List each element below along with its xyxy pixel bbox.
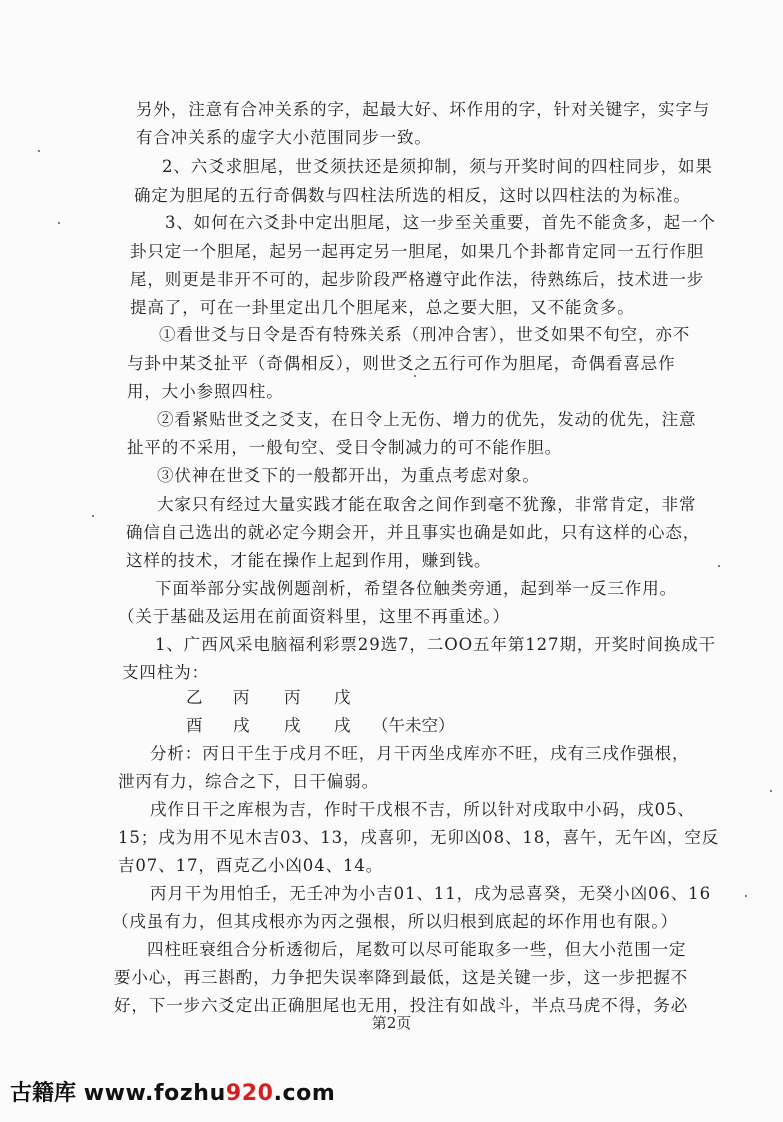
pillar-branch: 戌 xyxy=(233,716,250,735)
site-url-prefix: www.fozhu xyxy=(83,1081,226,1106)
brand-name: 古籍库 xyxy=(10,1081,77,1106)
text-line: 泄丙有力，综合之下，日干偏弱。 xyxy=(118,772,379,791)
text-line: 与卦中某爻扯平（奇偶相反），则世爻之五行可作为胆尾，奇偶看喜忌作 xyxy=(127,354,676,373)
text-line: 要小心，再三斟酌，力争把失误率降到最低，这是关键一步，这一步把握不 xyxy=(114,968,689,987)
text-line: 扯平的不采用，一般旬空、受日令制减力的可不能作胆。 xyxy=(127,438,562,457)
text-line: 戌作日干之库根为吉，作时干戊根不吉，所以针对戌取中小码，戌05、 xyxy=(150,800,695,819)
site-url[interactable] xyxy=(84,1081,336,1106)
pillar-note: （午未空） xyxy=(372,716,455,735)
text-line: 提高了，可在一卦里定出几个胆尾来，总之要大胆，又不能贪多。 xyxy=(130,298,635,317)
text-line: 丙月干为用怕壬，无壬冲为小吉01、11，戌为忌喜癸，无癸小凶06、16 xyxy=(150,884,711,903)
scan-speck xyxy=(58,222,60,224)
scan-speck xyxy=(718,565,720,567)
text-line: ①看世爻与日令是否有特殊关系（刑冲合害），世爻如果不旬空，亦不 xyxy=(159,325,691,344)
pillar-branch: 酉 xyxy=(186,716,203,735)
text-line: 3、如何在六爻卦中定出胆尾，这一步至关重要，首先不能贪多，起一个 xyxy=(165,213,716,232)
text-line: 分析：丙日干生于戌月不旺，月干丙坐戌库亦不旺，戌有三戌作强根， xyxy=(150,744,690,763)
site-url-accent: 920 xyxy=(225,1081,274,1106)
scan-speck xyxy=(38,150,40,152)
text-line: 这样的技术，才能在操作上起到作用，赚到钱。 xyxy=(126,551,492,570)
text-line: 确信自己选出的就必定今期会开，并且事实也确是如此，只有这样的心态， xyxy=(126,523,701,542)
pillar-branch: 戌 xyxy=(334,716,351,735)
text-line: 另外，注意有合冲关系的字，起最大好、坏作用的字，针对关键字，实字与 xyxy=(136,100,711,119)
footer-brand xyxy=(10,1076,335,1107)
pillar-branch: 戌 xyxy=(284,716,301,735)
text-line: 2、六爻求胆尾，世爻须扶还是须抑制，须与开奖时间的四柱同步，如果 xyxy=(162,157,713,176)
pillar-stem: 丙 xyxy=(233,688,250,707)
scan-speck xyxy=(770,790,772,792)
text-line: 下面举部分实战例题剖析，希望各位触类旁通，起到举一反三作用。 xyxy=(155,579,677,598)
pillar-stem: 丙 xyxy=(284,688,301,707)
text-line: 支四柱为： xyxy=(122,663,209,682)
site-url-suffix: .com xyxy=(273,1081,336,1106)
text-line: 用，大小参照四柱。 xyxy=(127,382,284,401)
text-line: 吉07、17，酉克乙小凶04、14。 xyxy=(118,856,384,875)
text-line: 卦只定一个胆尾，起另一起再定另一胆尾，如果几个卦都肯定同一五行作胆 xyxy=(130,242,705,261)
scan-speck xyxy=(414,375,416,377)
text-line: 好，下一步六爻定出正确胆尾也无用，投注有如战斗，半点马虎不得，务必 xyxy=(114,996,689,1015)
scan-speck xyxy=(92,515,94,517)
text-line: 大家只有经过大量实践才能在取舍之间作到毫不犹豫，非常肯定，非常 xyxy=(157,495,697,514)
text-line: ②看紧贴世爻之爻支，在日令上无伤、增力的优先，发动的优先，注意 xyxy=(157,410,697,429)
text-line: ③伏神在世爻下的一般都开出，为重点考虑对象。 xyxy=(157,466,540,485)
text-line: （戌虽有力，但其戌根亦为丙之强根，所以归根到底起的坏作用也有限。） xyxy=(112,912,678,931)
text-line: （关于基础及运用在前面资料里，这里不再重述。） xyxy=(118,607,510,626)
page-number: 第2页 xyxy=(371,1014,412,1032)
text-line: 有合冲关系的虚字大小范围同步一致。 xyxy=(136,128,432,147)
text-line: 15；戌为用不见木吉03、13，戌喜卯，无卯凶08、18，喜午，无午凶，空反 xyxy=(118,828,720,847)
text-line: 确定为胆尾的五行奇偶数与四柱法所选的相反，这时以四柱法的为标准。 xyxy=(134,186,691,205)
text-line: 尾，则更是非开不可的，起步阶段严格遵守此作法，待熟练后，技术进一步 xyxy=(130,270,705,289)
pillar-stem: 戊 xyxy=(334,688,351,707)
scan-speck xyxy=(745,895,747,897)
text-line: 1、广西风采电脑福利彩票29选7，二OO五年第127期，开奖时间换成干 xyxy=(155,635,717,654)
text-line: 四柱旺衰组合分析透彻后，尾数可以尽可能取多一些，但大小范围一定 xyxy=(147,940,687,959)
pillar-stem: 乙 xyxy=(186,688,203,707)
